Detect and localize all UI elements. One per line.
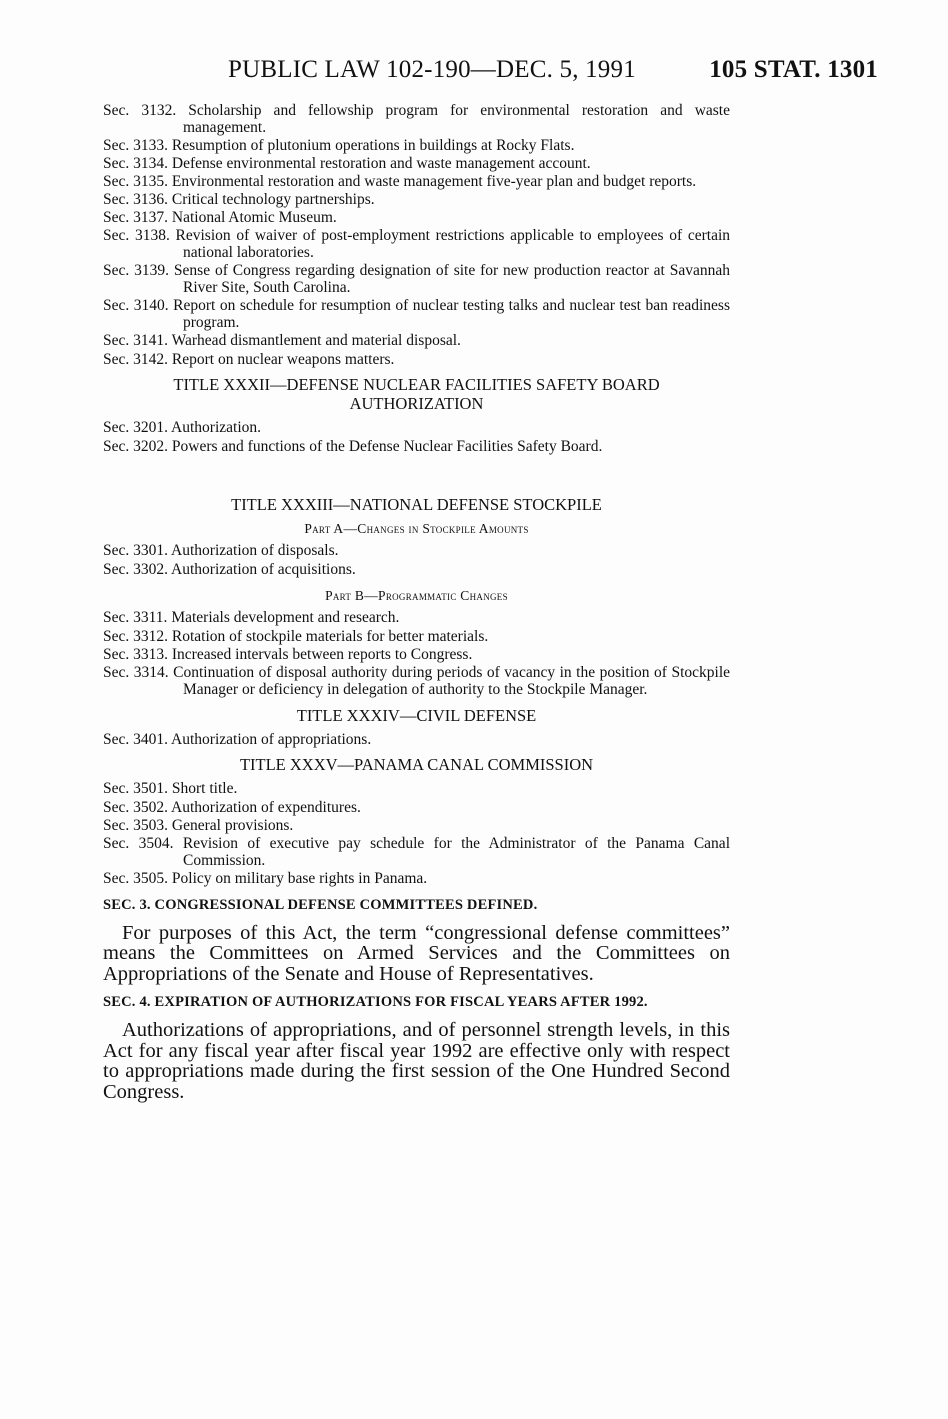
toc-section-number: Sec. 3138. — [103, 227, 170, 245]
toc-section-number: Sec. 3137. — [103, 209, 169, 227]
toc-entry — [103, 103, 730, 137]
section-3-heading: SEC. 3. CONGRESSIONAL DEFENSE COMMITTEES DEFINED. — [103, 896, 538, 913]
toc-section-title: Scholarship and fellowship program for environmental restoration and waste management. — [183, 102, 730, 136]
toc-entry — [103, 629, 730, 646]
toc-section-number: Sec. 3134. — [103, 155, 169, 173]
toc-section-number: Sec. 3313. — [103, 645, 169, 663]
title-heading-32: TITLE XXXII—DEFENSE NUCLEAR FACILITIES SAFETY BOARD AUTHORIZATION — [173, 375, 660, 414]
toc-entry — [103, 781, 730, 798]
toc-entry — [103, 174, 730, 191]
toc-section-title: Authorization of expenditures. — [171, 798, 361, 816]
toc-section-title: Sense of Congress regarding designation of site for new production reactor at Savannah River Site, South Carolina. — [173, 262, 730, 297]
toc-list-title-35 — [103, 781, 730, 887]
toc-section-title: Report on schedule for resumption of nuclear testing talks and nuclear test ban readiness program. — [173, 297, 731, 332]
toc-entry — [103, 228, 730, 262]
toc-section-title: Authorization. — [171, 419, 262, 437]
toc-entry — [103, 800, 730, 817]
toc-list-part-b — [103, 610, 730, 698]
toc-section-number: Sec. 3133. — [103, 137, 169, 154]
toc-section-number: Sec. 3312. — [103, 627, 169, 645]
toc-section-title: Report on nuclear weapons matters. — [171, 350, 395, 368]
toc-section-title: Continuation of disposal authority during periods of vacancy in the position of Stockpile Manager or deficiency in delegation of authority to the Stockpile Manager. — [173, 663, 731, 698]
title-heading-35: TITLE XXXV—PANAMA CANAL COMMISSION — [239, 755, 594, 775]
toc-section-title: Revision of executive pay schedule for the Administrator of the Panama Canal Commission. — [182, 834, 730, 869]
toc-list-title-34 — [103, 732, 730, 749]
toc-section-number: Sec. 3502. — [103, 798, 169, 816]
toc-section-number: Sec. 3301. — [103, 542, 169, 560]
toc-section-number: Sec. 3202. — [103, 437, 169, 455]
toc-list-title-31 — [103, 103, 730, 368]
toc-section-title: Revision of waiver of post-employment restrictions applicable to employees of certain national laboratories. — [175, 227, 730, 262]
toc-section-title: Materials development and research. — [171, 609, 400, 627]
toc-list-part-a — [103, 543, 730, 578]
toc-entry — [103, 298, 730, 332]
toc-entry — [103, 836, 730, 870]
toc-list-title-32 — [103, 420, 730, 455]
toc-section-number: Sec. 3504. — [103, 834, 174, 852]
document-body — [103, 103, 730, 1112]
running-head-title: PUBLIC LAW 102-190—DEC. 5, 1991 — [228, 56, 636, 83]
toc-section-number: Sec. 3401. — [103, 730, 169, 748]
toc-section-title: Powers and functions of the Defense Nuclear Facilities Safety Board. — [171, 437, 603, 455]
toc-entry — [103, 263, 730, 297]
toc-section-title: Authorization of disposals. — [171, 542, 339, 560]
toc-entry — [103, 871, 730, 888]
toc-section-title: Defense environmental restoration and waste management account. — [171, 155, 591, 173]
toc-section-number: Sec. 3136. — [103, 191, 169, 209]
toc-section-title: Rotation of stockpile materials for better materials. — [171, 627, 489, 645]
toc-section-number: Sec. 3501. — [103, 780, 169, 798]
toc-section-number: Sec. 3139. — [103, 262, 170, 280]
toc-entry — [103, 439, 730, 456]
toc-section-title: General provisions. — [171, 816, 294, 834]
toc-section-title: Increased intervals between reports to Congress. — [171, 645, 473, 663]
toc-entry — [103, 192, 730, 209]
section-4-heading: SEC. 4. EXPIRATION OF AUTHORIZATIONS FOR FISCAL YEARS AFTER 1992. — [103, 994, 648, 1011]
toc-entry — [103, 156, 730, 173]
toc-entry — [103, 610, 730, 627]
toc-section-title: Policy on military base rights in Panama. — [171, 869, 428, 887]
section-4-text: Authorizations of appropriations, and of personnel strength levels, in this Act for any fiscal year after fiscal year 1992 are effective only with respect to appropriations made during the first session of the One Hundred Second Congress. — [103, 1019, 730, 1103]
toc-section-number: Sec. 3505. — [103, 869, 169, 887]
toc-section-number: Sec. 3142. — [103, 350, 169, 368]
toc-section-title: Warhead dismantlement and material disposal. — [171, 332, 461, 350]
toc-section-title: Environmental restoration and waste management five-year plan and budget reports. — [171, 173, 697, 191]
title-heading-34: TITLE XXXIV—CIVIL DEFENSE — [296, 705, 537, 725]
toc-entry — [103, 818, 730, 835]
toc-entry — [103, 647, 730, 664]
section-3-text: For purposes of this Act, the term “congressional defense committees” means the Committees on Armed Services and the Committees on Appropriations of the Senate and House of Representatives. — [103, 921, 730, 985]
toc-entry — [103, 420, 730, 437]
statute-page-number: 105 STAT. 1301 — [709, 56, 878, 83]
toc-section-number: Sec. 3135. — [103, 173, 169, 191]
part-b-heading: Part B—Programmatic Changes — [325, 588, 508, 604]
toc-entry — [103, 352, 730, 369]
toc-section-number: Sec. 3132. — [103, 102, 177, 119]
toc-entry — [103, 210, 730, 227]
toc-section-title: National Atomic Museum. — [171, 209, 337, 227]
title-heading-33: TITLE XXXIII—NATIONAL DEFENSE STOCKPILE — [231, 495, 602, 515]
toc-entry — [103, 543, 730, 560]
toc-section-title: Critical technology partnerships. — [171, 191, 375, 209]
toc-entry — [103, 665, 730, 699]
toc-section-number: Sec. 3311. — [103, 609, 168, 627]
running-head — [100, 56, 878, 92]
toc-section-number: Sec. 3314. — [103, 663, 169, 681]
toc-section-number: Sec. 3302. — [103, 560, 169, 578]
toc-section-number: Sec. 3141. — [103, 332, 169, 350]
toc-section-number: Sec. 3140. — [103, 297, 169, 315]
toc-section-number: Sec. 3201. — [103, 419, 169, 437]
toc-section-title: Short title. — [171, 780, 238, 798]
toc-section-title: Authorization of appropriations. — [171, 730, 372, 748]
toc-section-title: Resumption of plutonium operations in buildings at Rocky Flats. — [171, 137, 575, 154]
part-a-heading: Part A—Changes in Stockpile Amounts — [304, 521, 529, 537]
toc-section-number: Sec. 3503. — [103, 816, 169, 834]
toc-entry — [103, 732, 730, 749]
toc-entry — [103, 138, 730, 155]
toc-entry — [103, 562, 730, 579]
toc-section-title: Authorization of acquisitions. — [171, 560, 356, 578]
toc-entry — [103, 333, 730, 350]
